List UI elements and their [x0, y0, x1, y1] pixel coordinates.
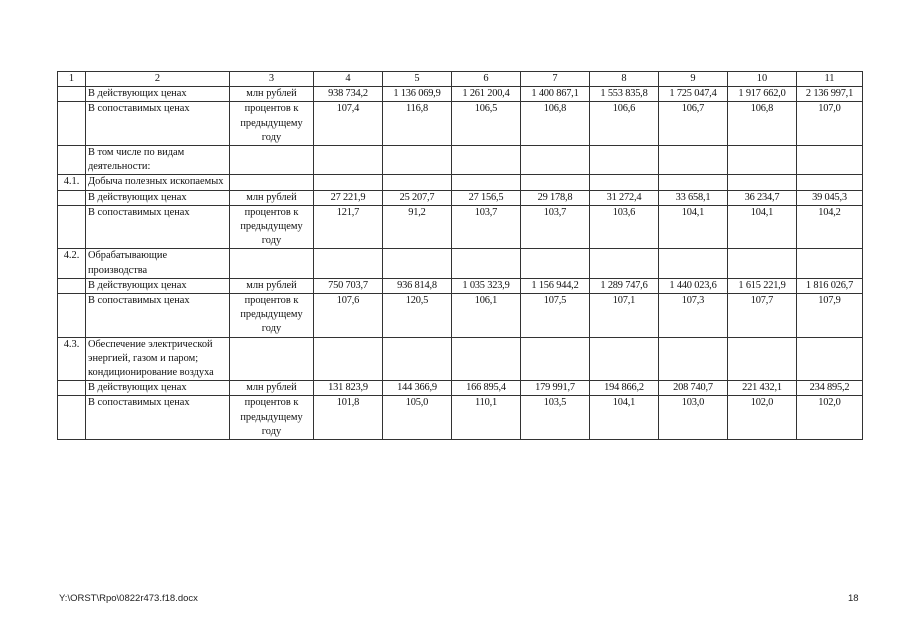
value-cell: 103,0 [659, 396, 728, 440]
value-cell [659, 146, 728, 175]
value-cell: 106,8 [728, 102, 797, 146]
value-cell [314, 337, 383, 381]
value-cell: 221 432,1 [728, 381, 797, 396]
column-header: 4 [314, 72, 383, 87]
value-cell: 120,5 [383, 294, 452, 338]
column-header: 5 [383, 72, 452, 87]
value-cell: 2 136 997,1 [797, 87, 863, 102]
value-cell: 104,2 [797, 205, 863, 249]
value-cell: 107,0 [797, 102, 863, 146]
value-cell: 106,5 [452, 102, 521, 146]
value-cell: 101,8 [314, 396, 383, 440]
column-header: 6 [452, 72, 521, 87]
value-cell [452, 337, 521, 381]
row-number [58, 190, 86, 205]
value-cell: 1 917 662,0 [728, 87, 797, 102]
value-cell [590, 175, 659, 190]
value-cell: 234 895,2 [797, 381, 863, 396]
value-cell [314, 175, 383, 190]
row-number: 4.2. [58, 249, 86, 278]
column-header: 11 [797, 72, 863, 87]
value-cell [797, 146, 863, 175]
column-header: 2 [86, 72, 230, 87]
unit-cell: процентов к предыдущему году [230, 396, 314, 440]
value-cell: 104,1 [659, 205, 728, 249]
value-cell [521, 337, 590, 381]
value-cell: 39 045,3 [797, 190, 863, 205]
section-row [58, 337, 863, 381]
value-cell: 107,1 [590, 294, 659, 338]
value-cell: 110,1 [452, 396, 521, 440]
value-cell: 107,5 [521, 294, 590, 338]
page-number: 18 [848, 593, 859, 604]
section-row [58, 249, 863, 278]
value-cell [659, 337, 728, 381]
value-cell: 106,6 [590, 102, 659, 146]
value-cell [521, 175, 590, 190]
row-number: 4.3. [58, 337, 86, 381]
row-number [58, 205, 86, 249]
column-header: 9 [659, 72, 728, 87]
table-row [58, 102, 863, 146]
row-label: В сопоставимых ценах [86, 396, 230, 440]
value-cell [659, 175, 728, 190]
column-header: 1 [58, 72, 86, 87]
value-cell: 1 136 069,9 [383, 87, 452, 102]
value-cell: 107,3 [659, 294, 728, 338]
row-number [58, 146, 86, 175]
value-cell: 208 740,7 [659, 381, 728, 396]
value-cell: 1 400 867,1 [521, 87, 590, 102]
value-cell: 106,1 [452, 294, 521, 338]
value-cell [728, 337, 797, 381]
value-cell [452, 175, 521, 190]
unit-cell: процентов к предыдущему году [230, 205, 314, 249]
row-label: В том числе по видам деятельности: [86, 146, 230, 175]
unit-cell: процентов к предыдущему году [230, 102, 314, 146]
row-label: В действующих ценах [86, 87, 230, 102]
value-cell [797, 175, 863, 190]
table-row [58, 205, 863, 249]
document-path: Y:\ORST\Rpo\0822r473.f18.docx [59, 593, 198, 604]
value-cell: 131 823,9 [314, 381, 383, 396]
value-cell [728, 249, 797, 278]
row-label: В действующих ценах [86, 278, 230, 293]
value-cell [452, 249, 521, 278]
column-header: 3 [230, 72, 314, 87]
value-cell: 104,1 [590, 396, 659, 440]
row-label: В сопоставимых ценах [86, 205, 230, 249]
value-cell [728, 146, 797, 175]
value-cell: 166 895,4 [452, 381, 521, 396]
table-row [58, 190, 863, 205]
value-cell: 25 207,7 [383, 190, 452, 205]
row-number: 4.1. [58, 175, 86, 190]
value-cell [797, 249, 863, 278]
row-label: Обеспечение электрической энергией, газом и паром; кондиционирование воздуха [86, 337, 230, 381]
value-cell [590, 249, 659, 278]
value-cell: 1 725 047,4 [659, 87, 728, 102]
value-cell [314, 249, 383, 278]
value-cell [659, 249, 728, 278]
value-cell [383, 146, 452, 175]
section-row [58, 146, 863, 175]
value-cell: 121,7 [314, 205, 383, 249]
unit-cell [230, 175, 314, 190]
value-cell: 1 289 747,6 [590, 278, 659, 293]
unit-cell [230, 146, 314, 175]
row-label: В сопоставимых ценах [86, 294, 230, 338]
value-cell: 102,0 [797, 396, 863, 440]
value-cell: 104,1 [728, 205, 797, 249]
value-cell: 107,4 [314, 102, 383, 146]
value-cell: 106,8 [521, 102, 590, 146]
value-cell: 107,9 [797, 294, 863, 338]
value-cell [521, 249, 590, 278]
unit-cell [230, 337, 314, 381]
value-cell: 31 272,4 [590, 190, 659, 205]
table-header-row [58, 72, 863, 87]
table-body [58, 87, 863, 440]
value-cell [521, 146, 590, 175]
unit-cell: млн рублей [230, 381, 314, 396]
value-cell: 103,5 [521, 396, 590, 440]
row-label: В действующих ценах [86, 190, 230, 205]
value-cell: 106,7 [659, 102, 728, 146]
row-number [58, 278, 86, 293]
value-cell: 1 035 323,9 [452, 278, 521, 293]
value-cell [590, 146, 659, 175]
value-cell: 102,0 [728, 396, 797, 440]
value-cell: 1 261 200,4 [452, 87, 521, 102]
value-cell: 107,6 [314, 294, 383, 338]
value-cell: 103,7 [521, 205, 590, 249]
column-header: 8 [590, 72, 659, 87]
value-cell: 116,8 [383, 102, 452, 146]
table-row [58, 381, 863, 396]
value-cell: 750 703,7 [314, 278, 383, 293]
value-cell [728, 175, 797, 190]
row-label: Обрабатывающие производства [86, 249, 230, 278]
value-cell: 1 816 026,7 [797, 278, 863, 293]
value-cell: 27 156,5 [452, 190, 521, 205]
value-cell: 1 156 944,2 [521, 278, 590, 293]
table-row [58, 294, 863, 338]
value-cell [452, 146, 521, 175]
row-number [58, 102, 86, 146]
value-cell: 1 553 835,8 [590, 87, 659, 102]
row-label: В действующих ценах [86, 381, 230, 396]
table-row [58, 396, 863, 440]
value-cell: 103,6 [590, 205, 659, 249]
unit-cell: млн рублей [230, 87, 314, 102]
value-cell: 27 221,9 [314, 190, 383, 205]
row-number [58, 87, 86, 102]
unit-cell [230, 249, 314, 278]
unit-cell: млн рублей [230, 190, 314, 205]
section-row [58, 175, 863, 190]
value-cell [383, 175, 452, 190]
value-cell [797, 337, 863, 381]
value-cell: 29 178,8 [521, 190, 590, 205]
value-cell: 33 658,1 [659, 190, 728, 205]
value-cell: 36 234,7 [728, 190, 797, 205]
value-cell [383, 337, 452, 381]
row-label: В сопоставимых ценах [86, 102, 230, 146]
value-cell: 103,7 [452, 205, 521, 249]
table-row [58, 87, 863, 102]
row-number [58, 396, 86, 440]
value-cell: 936 814,8 [383, 278, 452, 293]
row-number [58, 381, 86, 396]
value-cell: 105,0 [383, 396, 452, 440]
column-header: 7 [521, 72, 590, 87]
value-cell [383, 249, 452, 278]
table-row [58, 278, 863, 293]
unit-cell: процентов к предыдущему году [230, 294, 314, 338]
unit-cell: млн рублей [230, 278, 314, 293]
value-cell: 938 734,2 [314, 87, 383, 102]
value-cell: 107,7 [728, 294, 797, 338]
value-cell [314, 146, 383, 175]
row-number [58, 294, 86, 338]
value-cell: 91,2 [383, 205, 452, 249]
value-cell: 194 866,2 [590, 381, 659, 396]
value-cell [590, 337, 659, 381]
statistics-table [57, 71, 863, 440]
row-label: Добыча полезных ископаемых [86, 175, 230, 190]
value-cell: 1 615 221,9 [728, 278, 797, 293]
value-cell: 144 366,9 [383, 381, 452, 396]
value-cell: 1 440 023,6 [659, 278, 728, 293]
column-header: 10 [728, 72, 797, 87]
value-cell: 179 991,7 [521, 381, 590, 396]
